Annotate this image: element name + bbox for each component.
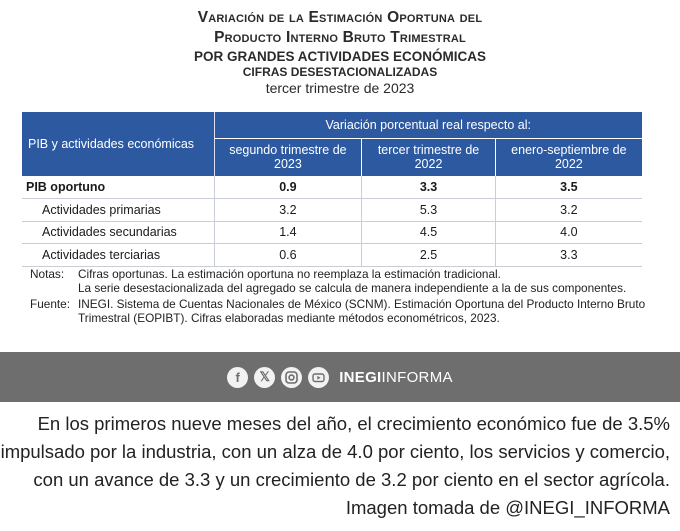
image-caption: En los primeros nueve meses del año, el crecimiento económico fue de 3.5% impulsado por la industria, con un alza de 4.0 por ciento, los servicios y comercio, con un avance de 3.3 y un crecimiento de 3.2 por ciento en el sector agrícola. Imagen tomada de @INEGI_INFORMA [0,413,670,518]
title-line-4: CIFRAS DESESTACIONALIZADAS [242,65,438,79]
row-label: PIB oportuno [22,176,214,199]
cell-value: 2.5 [362,244,495,267]
row-label: Actividades primarias [22,199,214,222]
title-line-2: Producto Interno Bruto Trimestral [214,29,466,46]
column-header: tercer trimestre de 2022 [362,138,495,176]
youtube-icon[interactable] [308,367,329,388]
title-line-1: Variación de la Estimación Oportuna del [197,9,483,26]
fuente-label: Fuente: [30,297,71,311]
cell-value: 4.0 [495,221,642,244]
row-label: Actividades secundarias [22,221,214,244]
gdp-table [22,112,642,267]
table-row [22,199,642,222]
cell-value: 3.3 [495,244,642,267]
cell-value: 3.2 [495,199,642,222]
cell-value: 5.3 [362,199,495,222]
cell-value: 3.5 [495,176,642,199]
row-header: PIB y actividades económicas [22,112,214,176]
cell-value: 3.3 [362,176,495,199]
cell-value: 1.4 [214,221,362,244]
title-line-3: POR GRANDES ACTIVIDADES ECONÓMICAS [193,49,487,64]
title-line-5: tercer trimestre de 2023 [265,80,415,96]
table-row [22,176,642,199]
column-header: segundo trimestre de 2023 [229,143,347,172]
cell-value: 0.9 [214,176,362,199]
table-notes [30,268,660,325]
table-row [22,221,642,244]
cell-value: 0.6 [214,244,362,267]
row-label: Actividades terciarias [22,244,214,267]
cell-value: 3.2 [214,199,362,222]
notes-line-2: La serie desestacionalizada del agregado se calcula de manera independiente a la de sus componentes. [78,280,627,295]
group-header: Variación porcentual real respecto al: [214,112,642,138]
notes-label: Notas: [30,267,65,281]
x-icon[interactable]: 𝕏 [254,367,275,388]
instagram-icon[interactable] [281,367,302,388]
table-row [22,244,642,267]
fuente-text: INEGI. Sistema de Cuentas Nacionales de México (SCNM). Estimación Oportuna del Producto Interno Bruto Trimestral (EOPIBT). Cifras elaboradas mediante métodos econométricos, 2023. [78,297,646,325]
column-header: enero-septiembre de 2022 [495,138,642,176]
facebook-icon[interactable]: f [227,367,248,388]
notes-line-1: Cifras oportunas. La estimación oportuna no reemplaza la estimación tradicional. [78,267,501,281]
cell-value: 4.5 [362,221,495,244]
inegi-informa-brand: INEGIINFORMA [339,368,453,386]
table-title-block [0,8,680,97]
social-footer-band [0,352,680,402]
